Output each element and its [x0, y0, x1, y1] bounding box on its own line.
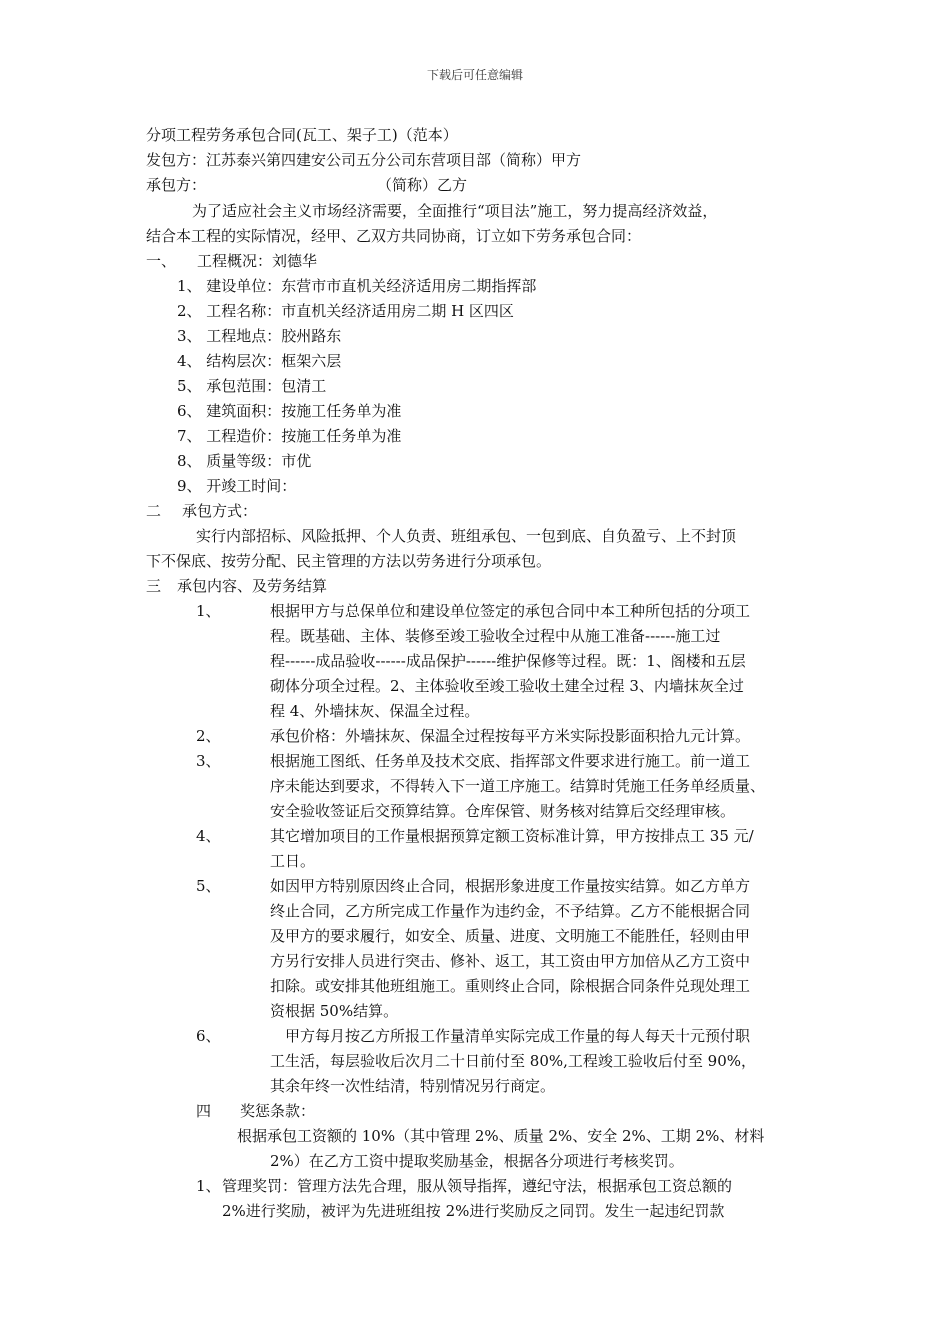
text-line: 根据甲方与总保单位和建设单位签定的承包合同中本工种所包括的分项工 [270, 602, 751, 620]
section3-item-number: 6、 [196, 1027, 221, 1045]
intro-line-2: 结合本工程的实际情况，经甲、乙双方共同协商，订立如下劳务承包合同： [146, 227, 642, 245]
text-line: 甲方每月按乙方所报工作量清单实际完成工作量的每人每天十元预付职 [285, 1027, 751, 1045]
text-line: 2%进行奖励，被评为先进班组按 2%进行奖励反之同罚。发生一起违纪罚款 [222, 1202, 725, 1220]
section3-item-text [270, 749, 765, 824]
text-line: 如因甲方特别原因终止合同，根据形象进度工作量按实结算。如乙方单方 [270, 877, 751, 895]
section3-number: 三 [146, 577, 162, 595]
section1-item: 4、 结构层次：框架六层 [177, 352, 342, 370]
text-line: 管理奖罚：管理方法先合理，服从领导指挥，遵纪守法，根据承包工资总额的 [222, 1177, 733, 1195]
text-line: 工日。 [270, 852, 316, 870]
section1-item: 1、 建设单位：东营市市直机关经济适用房二期指挥部 [177, 277, 537, 295]
text-line: 根据施工图纸、任务单及技术交底、指挥部文件要求进行施工。前一道工 [270, 752, 751, 770]
text-line: 其它增加项目的工作量根据预算定额工资标准计算，甲方按排点工 35 元/ [270, 827, 754, 845]
section1-item: 5、 承包范围：包清工 [177, 377, 327, 395]
section1-title: 工程概况：刘德华 [197, 252, 318, 270]
text-line: 工生活，每层验收后次月二十日前付至 80%,工程竣工验收后付至 90%， [270, 1052, 756, 1070]
section4-item-number: 1、 [196, 1177, 221, 1195]
section2-body-line: 实行内部招标、风险抵押、个人负责、班组承包、一包到底、自负盈亏、上不封顶 [196, 527, 737, 545]
text-line: 序未能达到要求，不得转入下一道工序施工。结算时凭施工任务单经质量、 [270, 777, 766, 795]
section3-item-text [270, 874, 750, 1024]
party-b-label: 承包方： [146, 176, 207, 194]
intro-line-1: 为了适应社会主义市场经济需要，全面推行“项目法”施工，努力提高经济效益， [192, 202, 718, 220]
section3-item-text [270, 599, 750, 724]
section1-item: 6、 建筑面积：按施工任务单为准 [177, 402, 402, 420]
text-line: 其余年终一次性结清，特别情况另行商定。 [270, 1077, 556, 1095]
text-line: 砌体分项全过程。2、主体验收至竣工验收土建全过程 3、内墙抹灰全过 [270, 677, 744, 695]
text-line: 程。既基础、主体、装修至竣工验收全过程中从施工准备------施工过 [270, 627, 721, 645]
text-line: 资根据 50%结算。 [270, 1002, 399, 1020]
document-title: 分项工程劳务承包合同(瓦工、架子工)（范本） [146, 126, 458, 144]
section4-body-line: 2%）在乙方工资中提取奖励基金，根据各分项进行考核奖罚。 [270, 1152, 684, 1170]
text-line: 终止合同，乙方所完成工作量作为违约金，不予结算。乙方不能根据合同 [270, 902, 751, 920]
section4-body-line: 根据承包工资额的 10%（其中管理 2%、质量 2%、安全 2%、工期 2%、材料 [237, 1127, 765, 1145]
section4-title: 奖惩条款： [240, 1102, 316, 1120]
party-b-suffix: （简称）乙方 [377, 176, 468, 194]
header-note: 下载后可任意编辑 [426, 68, 523, 82]
section3-item-number: 4、 [196, 827, 221, 845]
section3-item-text [270, 824, 754, 874]
section1-item: 2、 工程名称：市直机关经济适用房二期 H 区四区 [177, 302, 514, 320]
text-line: 程------成品验收------成品保护------维护保修等过程。既：1、阁楼和五层 [270, 652, 746, 670]
section1-item: 7、 工程造价：按施工任务单为准 [177, 427, 402, 445]
section3-item-text [270, 724, 750, 749]
section3-item-number: 1、 [196, 602, 221, 620]
section3-title: 承包内容、及劳务结算 [177, 577, 328, 595]
section3-item-number: 3、 [196, 752, 221, 770]
section1-item: 8、 质量等级：市优 [177, 452, 312, 470]
text-line: 及甲方的要求履行，如安全、质量、进度、文明施工不能胜任，轻则由甲 [270, 927, 751, 945]
section2-title: 承包方式： [182, 502, 258, 520]
section1-number: 一、 [146, 252, 177, 270]
text-line: 方另行安排人员进行突击、修补、返工，其工资由甲方加倍从乙方工资中 [270, 952, 751, 970]
section2-body-line: 下不保底、按劳分配、民主管理的方法以劳务进行分项承包。 [146, 552, 552, 570]
text-line: 扣除。或安排其他班组施工。重则终止合同，除根据合同条件兑现处理工 [270, 977, 751, 995]
section4-item-text [222, 1174, 732, 1224]
section1-item: 9、 开竣工时间： [177, 477, 297, 495]
text-line: 承包价格：外墙抹灰、保温全过程按每平方米实际投影面积拾九元计算。 [270, 727, 751, 745]
section1-item: 3、 工程地点：胶州路东 [177, 327, 342, 345]
text-line: 程 4、外墙抹灰、保温全过程。 [270, 702, 480, 720]
section3-item-text [270, 1024, 756, 1099]
party-a: 发包方：江苏泰兴第四建安公司五分公司东营项目部（简称）甲方 [146, 151, 582, 169]
section4-number: 四 [196, 1102, 212, 1120]
section2-number: 二 [146, 502, 162, 520]
text-line: 安全验收签证后交预算结算。仓库保管、财务核对结算后交经理审核。 [270, 802, 736, 820]
section3-item-number: 5、 [196, 877, 221, 895]
section3-item-number: 2、 [196, 727, 221, 745]
